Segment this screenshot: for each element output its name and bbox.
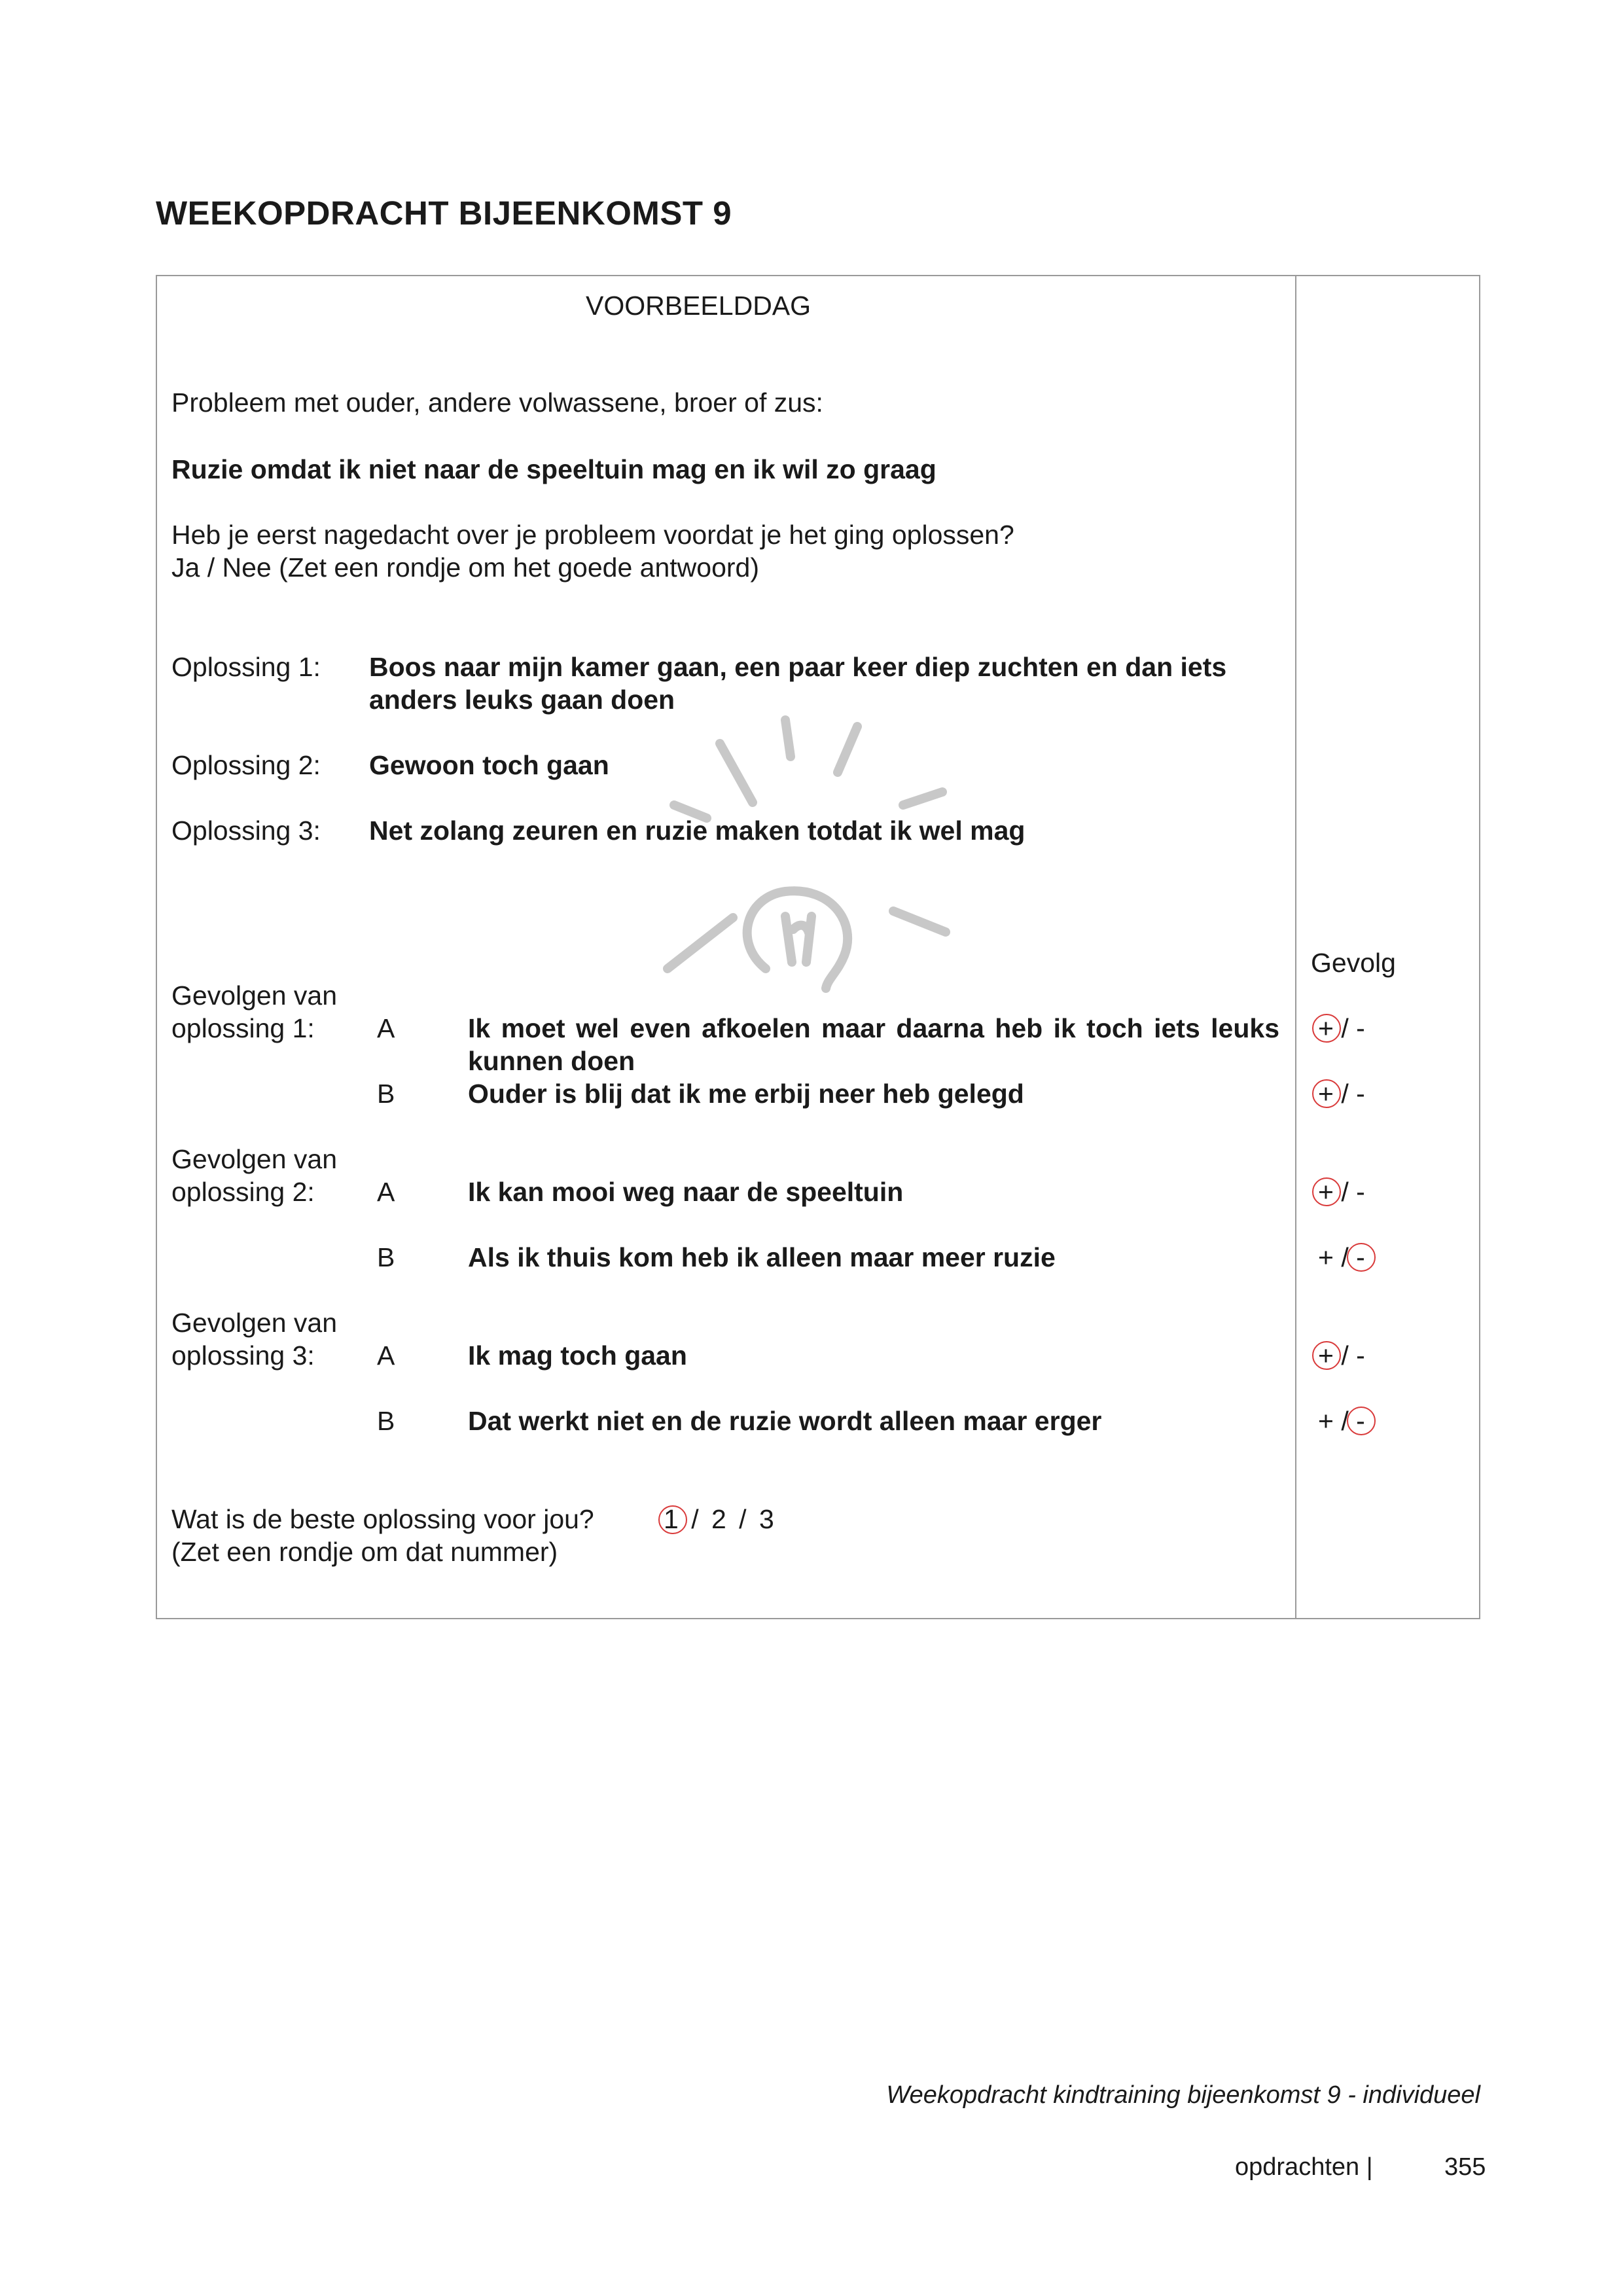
consequence-mark: + / -	[1318, 1177, 1365, 1207]
consequence-mark: + / -	[1318, 1406, 1365, 1436]
solution-text: Net zolang zeuren en ruzie maken totdat ik wel mag	[369, 816, 1026, 846]
consequence-letter: B	[377, 1242, 395, 1272]
consequence-text: Ik kan mooi weg naar de speeltuin	[468, 1177, 904, 1207]
consequence-mark: + / -	[1318, 1242, 1365, 1272]
consequence-label: oplossing 3:	[171, 1340, 315, 1371]
answer-circle	[658, 1505, 687, 1534]
page-title: WEEKOPDRACHT BIJEENKOMST 9	[156, 194, 732, 232]
thought-question: Heb je eerst nagedacht over je probleem voordat je het ging oplossen?	[171, 520, 1014, 550]
consequence-letter: B	[377, 1079, 395, 1109]
footer-section: opdrachten |	[1235, 2153, 1373, 2181]
answer-circle	[1312, 1177, 1341, 1206]
page-number: 355	[1444, 2153, 1486, 2181]
consequence-letter: A	[377, 1013, 395, 1043]
consequence-label: oplossing 1:	[171, 1013, 315, 1043]
solution-label: Oplossing 2:	[171, 750, 321, 780]
problem-label: Probleem met ouder, andere volwassene, broer of zus:	[171, 387, 823, 418]
gevolg-header: Gevolg	[1311, 948, 1396, 978]
consequence-letter: A	[377, 1177, 395, 1207]
consequence-label: Gevolgen van	[171, 1144, 338, 1174]
consequence-text: Als ik thuis kom heb ik alleen maar meer ruzie	[468, 1242, 1056, 1272]
solution-text: Gewoon toch gaan	[369, 750, 609, 780]
consequence-text: Ouder is blij dat ik me erbij neer heb gelegd	[468, 1079, 1024, 1109]
consequence-letter: A	[377, 1340, 395, 1371]
column-divider	[1295, 275, 1296, 1619]
solution-text: Boos naar mijn kamer gaan, een paar keer diep zuchten en dan iets anders leuks gaan doen	[369, 652, 1227, 715]
answer-circle	[1312, 1014, 1341, 1043]
best-options: 1 / 2 / 3	[664, 1504, 774, 1534]
consequence-label: Gevolgen van	[171, 980, 338, 1011]
heading: VOORBEELDDAG	[586, 291, 812, 321]
answer-circle	[1312, 1079, 1341, 1108]
consequence-mark: + / -	[1318, 1079, 1365, 1109]
consequence-label: oplossing 2:	[171, 1177, 315, 1207]
answer-circle	[1347, 1243, 1376, 1272]
consequence-mark: + / -	[1318, 1013, 1365, 1043]
solution-label: Oplossing 3:	[171, 816, 321, 846]
thought-answer: Ja / Nee (Zet een rondje om het goede antwoord)	[171, 552, 759, 583]
answer-circle	[1312, 1341, 1341, 1370]
consequence-text: Ik mag toch gaan	[468, 1340, 687, 1371]
consequence-letter: B	[377, 1406, 395, 1436]
problem-text: Ruzie omdat ik niet naar de speeltuin mag en ik wil zo graag	[171, 454, 936, 484]
best-question: Wat is de beste oplossing voor jou?	[171, 1504, 594, 1534]
consequence-mark: + / -	[1318, 1340, 1365, 1371]
answer-circle	[1347, 1407, 1376, 1435]
best-instruction: (Zet een rondje om dat nummer)	[171, 1537, 558, 1567]
footer-title: Weekopdracht kindtraining bijeenkomst 9 - individueel	[886, 2081, 1480, 2109]
consequence-label: Gevolgen van	[171, 1308, 338, 1338]
consequence-text: Dat werkt niet en de ruzie wordt alleen maar erger	[468, 1406, 1102, 1436]
solution-label: Oplossing 1:	[171, 652, 321, 682]
consequence-text: Ik moet wel even afkoelen maar daarna heb ik toch iets leuks kunnen doen	[468, 1013, 1279, 1076]
